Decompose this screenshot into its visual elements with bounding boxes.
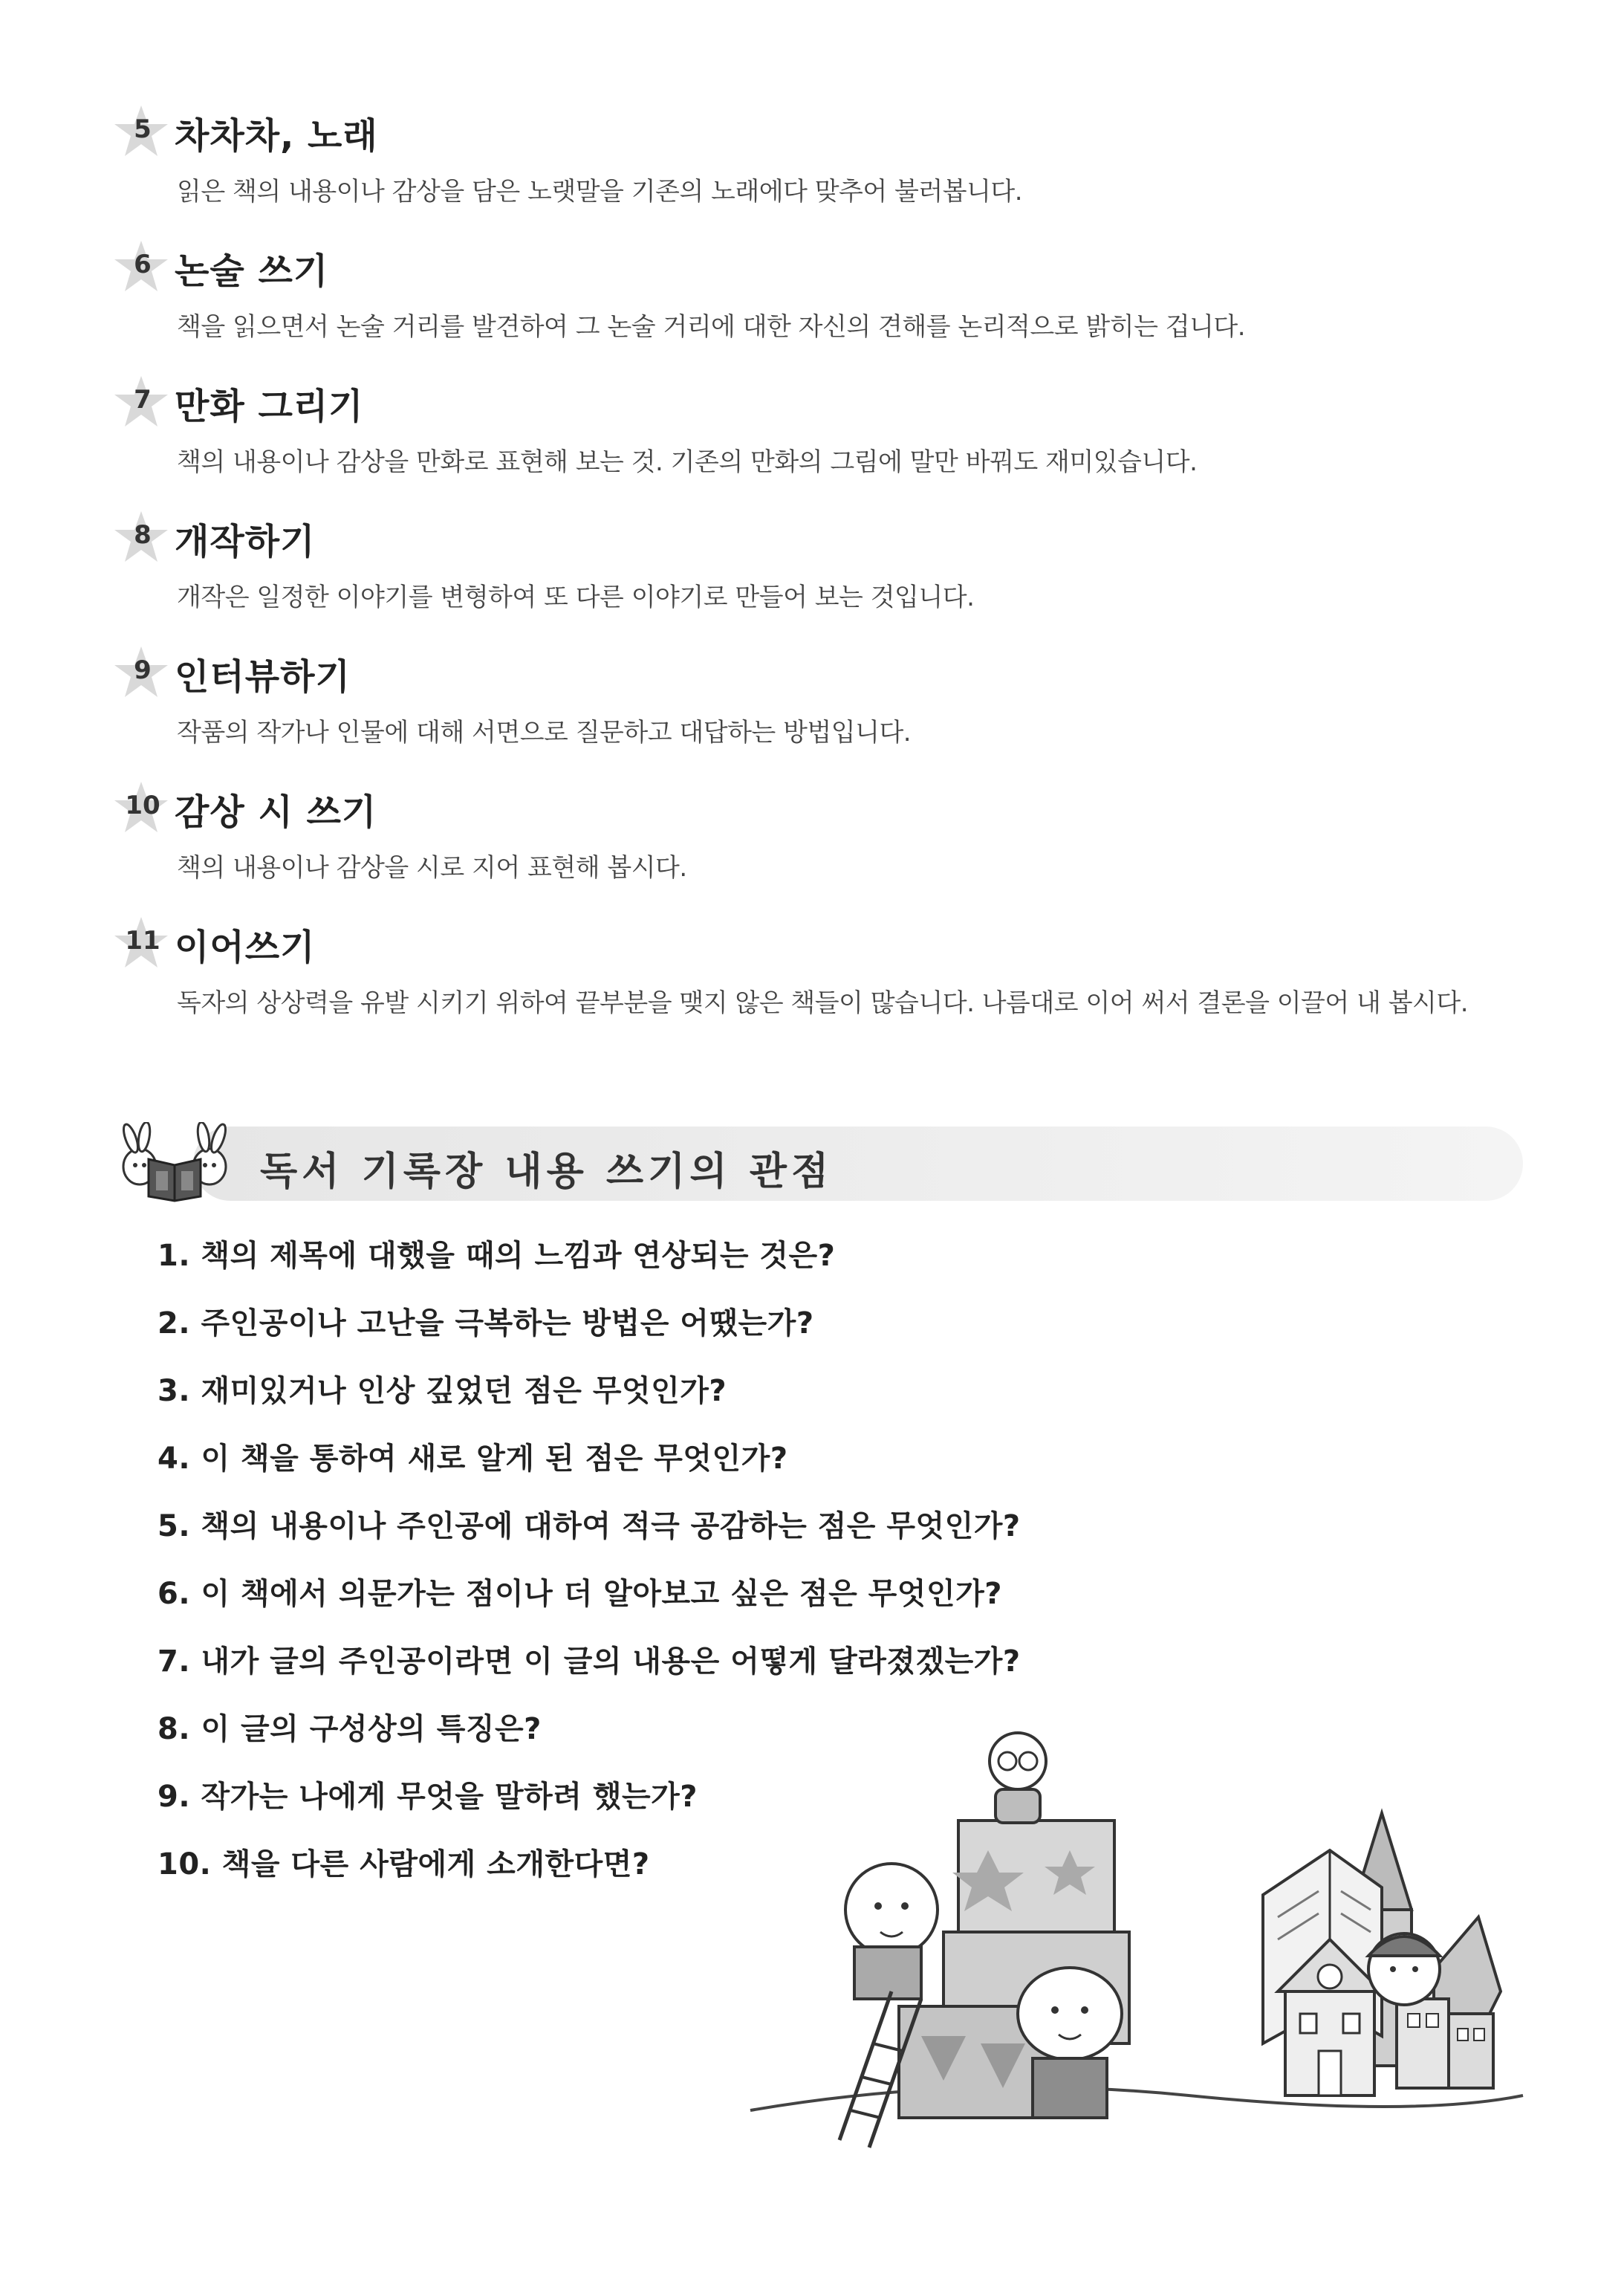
method-title: 차차차, 노래 (175, 115, 378, 157)
section-header (111, 1122, 1523, 1204)
method-number: 5 (134, 114, 152, 144)
method-list (111, 103, 1560, 1092)
method-description: 작품의 작가나 인물에 대해 서면으로 질문하고 대답하는 방법입니다. (177, 718, 912, 748)
method-number: 7 (134, 385, 152, 415)
question-item: 8. 이 글의 구성상의 특징은? (157, 1712, 542, 1746)
method-title: 개작하기 (175, 521, 316, 563)
method-number: 9 (134, 655, 152, 685)
method-description: 읽은 책의 내용이나 감상을 담은 노랫말을 기존의 노래에다 맞추어 불러봅니다. (177, 177, 1023, 207)
question-item: 1. 책의 제목에 대했을 때의 느낌과 연상되는 것은? (157, 1239, 836, 1273)
method-description: 개작은 일정한 이야기를 변형하여 또 다른 이야기로 만들어 보는 것입니다. (177, 583, 975, 612)
method-number: 6 (134, 250, 152, 279)
method-item (111, 103, 1560, 238)
method-title: 이어쓰기 (175, 927, 316, 968)
method-number: 8 (134, 520, 152, 550)
method-item (111, 508, 1560, 644)
star-icon (111, 914, 171, 973)
method-description: 독자의 상상력을 유발 시키기 위하여 끝부분을 맺지 않은 책들이 많습니다. 나름대로 이어 써서 결론을 이끌어 내 봅시다. (177, 988, 1469, 1018)
star-icon (111, 508, 171, 568)
children-reading-on-book-town-illustration (743, 1724, 1530, 2170)
question-item: 4. 이 책을 통하여 새로 알게 된 점은 무엇인가? (157, 1442, 788, 1476)
method-description: 책의 내용이나 감상을 만화로 표현해 보는 것. 기존의 만화의 그림에 말만 바꿔도 재미있습니다. (177, 447, 1198, 477)
method-item (111, 238, 1560, 373)
method-title: 인터뷰하기 (175, 656, 351, 698)
star-icon (111, 103, 171, 162)
question-item: 2. 주인공이나 고난을 극복하는 방법은 어땠는가? (157, 1306, 814, 1341)
question-item: 7. 내가 글의 주인공이라면 이 글의 내용은 어떻게 달라졌겠는가? (157, 1644, 1021, 1679)
method-title: 논술 쓰기 (175, 250, 329, 292)
question-item: 5. 책의 내용이나 주인공에 대하여 적극 공감하는 점은 무엇인가? (157, 1509, 1021, 1543)
star-icon (111, 373, 171, 432)
method-number: 11 (125, 926, 160, 956)
method-description: 책을 읽으면서 논술 거리를 발견하여 그 논술 거리에 대한 자신의 견해를 논리적으로 밝히는 겁니다. (177, 312, 1246, 342)
method-number: 10 (125, 791, 160, 820)
method-item (111, 914, 1560, 1092)
star-icon (111, 779, 171, 838)
question-item: 3. 재미있거나 인상 깊었던 점은 무엇인가? (157, 1374, 727, 1408)
question-item: 6. 이 책에서 의문가는 점이나 더 알아보고 싶은 점은 무엇인가? (157, 1577, 1002, 1611)
method-title: 감상 시 쓰기 (175, 791, 377, 833)
star-icon (111, 238, 171, 297)
method-item (111, 644, 1560, 779)
method-item (111, 779, 1560, 914)
star-icon (111, 644, 171, 703)
method-description: 책의 내용이나 감상을 시로 지어 표현해 봅시다. (177, 853, 687, 883)
rabbits-reading-book-icon (111, 1122, 238, 1204)
question-item: 10. 책을 다른 사람에게 소개한다면? (157, 1847, 650, 1881)
method-title: 만화 그리기 (175, 386, 364, 427)
section-title: 독서 기록장 내용 쓰기의 관점 (260, 1150, 834, 1194)
question-item: 9. 작가는 나에게 무엇을 말하려 했는가? (157, 1780, 698, 1814)
method-item (111, 373, 1560, 508)
